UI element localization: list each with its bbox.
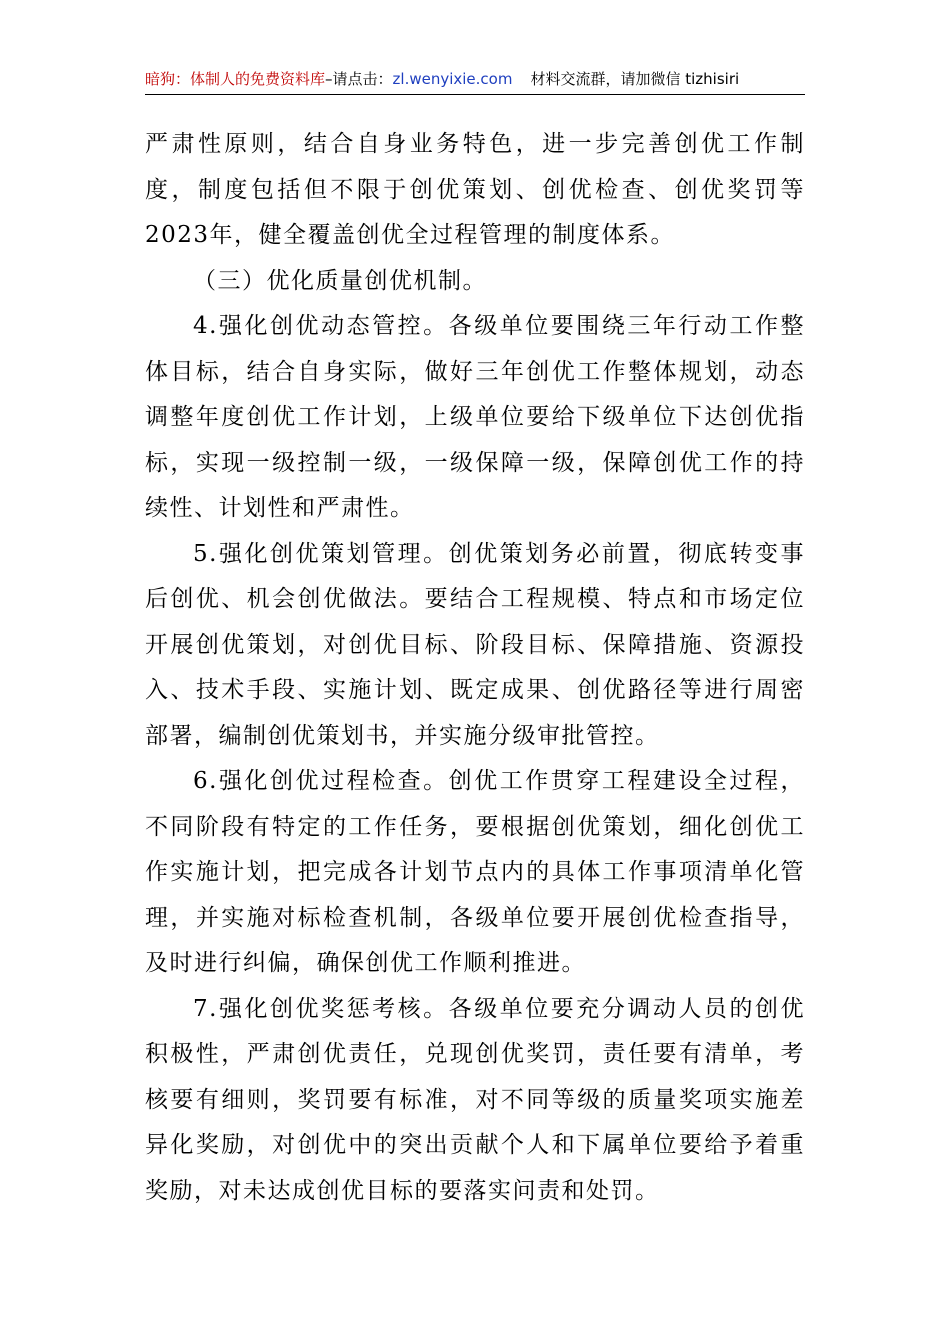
website-link[interactable]: zl.wenyixie.com <box>392 70 513 88</box>
link-prefix: –请点击： <box>325 70 393 88</box>
promo-text: 暗狗：体制人的免费资料库 <box>145 70 326 88</box>
wechat-contact-text: 材料交流群，请加微信 tizhisiri <box>530 70 740 88</box>
section-heading: （三）优化质量创优机制。 <box>193 267 487 294</box>
paragraph-item-4: 4.强化创优动态管控。各级单位要围绕三年行动工作整体目标，结合自身实际，做好三年创优工作整体规划，动态调整年度创优工作计划，上级单位要给下级单位下达创优指标，实现一级控制一级，一级保障一级，保障创优工作的持续性、计划性和严肃性。 <box>145 313 805 521</box>
paragraph-item-6: 6.强化创优过程检查。创优工作贯穿工程建设全过程，不同阶段有特定的工作任务，要根据创优策划，细化创优工作实施计划，把完成各计划节点内的具体工作事项清单化管理，并实施对标检查机制，各级单位要开展创优检查指导，及时进行纠偏，确保创优工作顺利推进。 <box>145 768 805 976</box>
document-body <box>145 122 805 1214</box>
paragraph-item-5: 5.强化创优策划管理。创优策划务必前置，彻底转变事后创优、机会创优做法。要结合工程规模、特点和市场定位开展创优策划，对创优目标、阶段目标、保障措施、资源投入、技术手段、实施计划、既定成果、创优路径等进行周密部署，编制创优策划书，并实施分级审批管控。 <box>145 540 805 749</box>
continuation-paragraph: 严肃性原则，结合自身业务特色，进一步完善创优工作制度，制度包括但不限于创优策划、创优检查、创优奖罚等2023年，健全覆盖创优全过程管理的制度体系。 <box>145 131 805 248</box>
page-header <box>145 66 805 95</box>
paragraph-item-7: 7.强化创优奖惩考核。各级单位要充分调动人员的创优积极性，严肃创优责任，兑现创优奖罚，责任要有清单，考核要有细则，奖罚要有标准，对不同等级的质量奖项实施差异化奖励，对创优中的突出贡献个人和下属单位要给予着重奖励，对未达成创优目标的要落实问责和处罚。 <box>145 995 805 1204</box>
